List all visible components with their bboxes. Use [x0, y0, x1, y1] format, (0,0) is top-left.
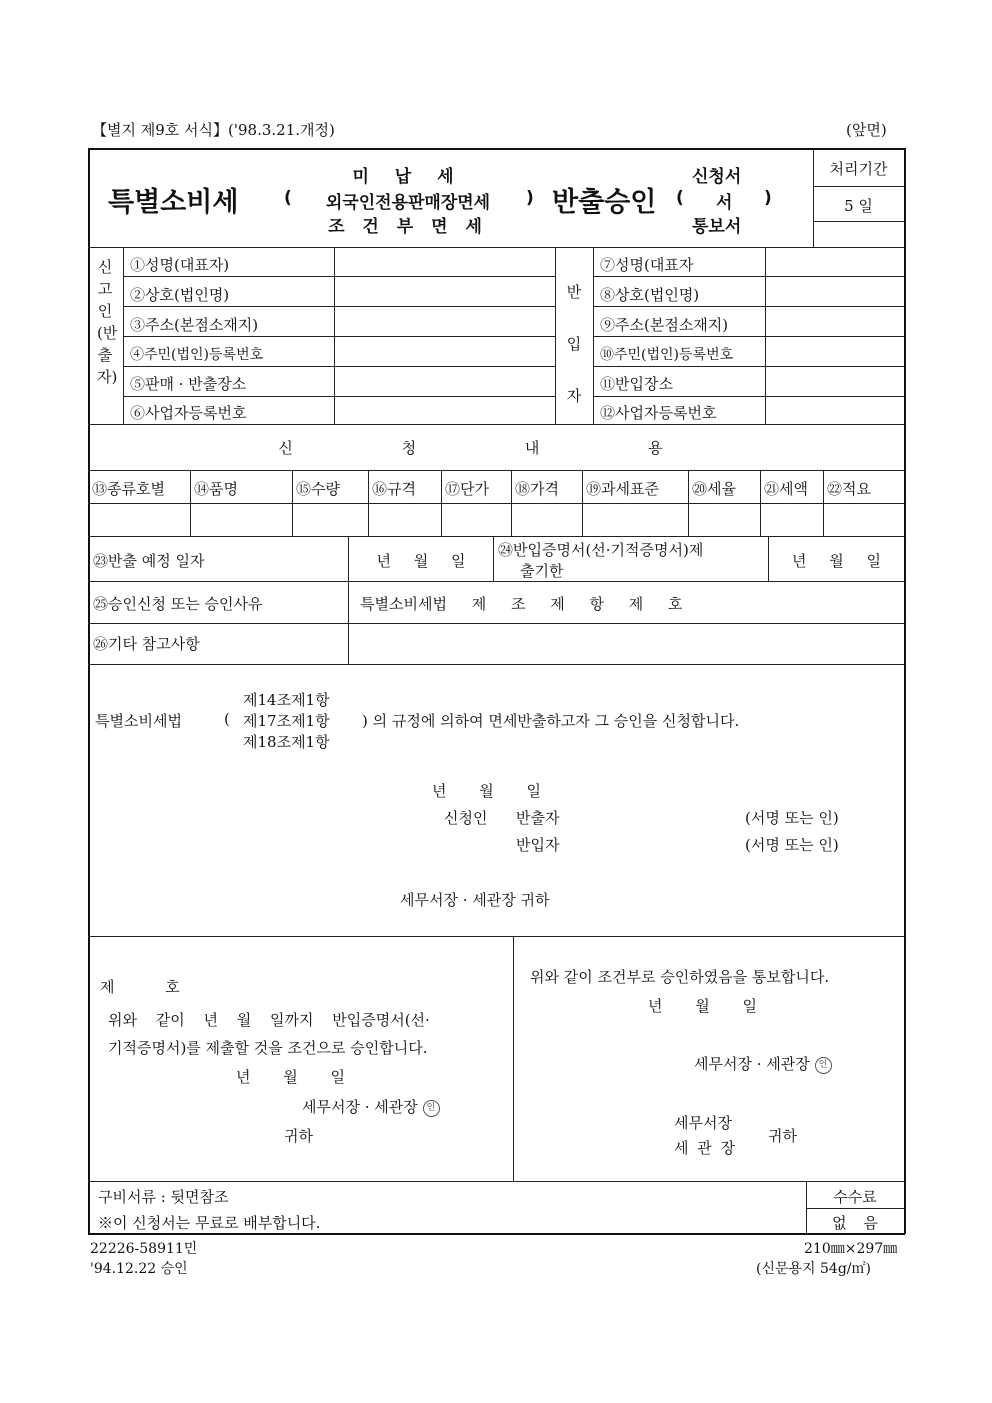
- col-item: ⑭품명: [194, 480, 238, 498]
- processing-label: 처리기간: [829, 160, 888, 178]
- title-paren2-close: ): [764, 188, 772, 208]
- cell-remarks[interactable]: [825, 505, 903, 535]
- col-unit-price: ⑰단가: [445, 480, 489, 498]
- approval-right-signer-text: 세무서장 · 세관장: [694, 1055, 810, 1073]
- form-id: 【별지 제9호 서식】('98.3.21.개정): [92, 121, 335, 139]
- other-label: ㉖기타 참고사항: [93, 635, 200, 653]
- b-row-2: [593, 306, 904, 307]
- receiver-id-label: ⑩주민(법인)등록번호: [600, 347, 734, 363]
- cert-deadline-label-2: 출기한: [520, 562, 564, 580]
- col-remarks: ㉒적요: [827, 480, 871, 498]
- paper-type: (신문용지 54g/㎡): [756, 1261, 871, 1277]
- rc-9: [823, 470, 824, 536]
- approval-left-date: 년 월 일: [236, 1068, 346, 1086]
- a-row-1: [123, 276, 555, 277]
- b-row-5: [593, 396, 904, 397]
- applicant-group-text: 신고인(반출자): [97, 258, 118, 386]
- applicant-address-label: ③주소(본점소재지): [130, 316, 259, 334]
- title-paren-open: (: [284, 188, 292, 208]
- article-18: 제18조제1항: [243, 733, 330, 751]
- declaration-paren-open: (: [224, 710, 230, 728]
- required-docs: 구비서류 : 뒷면참조: [98, 1188, 229, 1206]
- approval-left-to: 귀하: [284, 1127, 313, 1145]
- fee-line: [806, 1208, 904, 1209]
- a-col-1: [123, 247, 124, 424]
- footer-top-line: [88, 1181, 905, 1182]
- applicant-bizno-label: ⑥사업자등록번호: [130, 404, 247, 422]
- applicant-name-field[interactable]: [336, 249, 554, 275]
- request-line-3: [88, 536, 905, 537]
- applicant-company-field[interactable]: [336, 279, 554, 305]
- applicant-address-field[interactable]: [336, 309, 554, 335]
- rc-2: [292, 470, 293, 536]
- frame-top: [88, 148, 905, 150]
- proc-line-2: [813, 221, 904, 222]
- title-doc-form: 서: [716, 193, 733, 213]
- declaration-date: 년 월 일: [432, 782, 542, 800]
- applicant-id-label: ④주민(법인)등록번호: [130, 347, 264, 363]
- receiver-company-field[interactable]: [767, 279, 903, 305]
- col-tax-base: ⑲과세표준: [586, 480, 659, 498]
- rc-8: [760, 470, 761, 536]
- detail-col-1: [348, 536, 349, 665]
- approval-right-date: 년 월 일: [648, 997, 758, 1015]
- b-row-1: [593, 276, 904, 277]
- article-17: 제17조제1항: [243, 712, 330, 730]
- rc-5: [511, 470, 512, 536]
- declaration-recipient: 세무서장 · 세관장 귀하: [400, 891, 550, 909]
- receiver-bizno-field[interactable]: [767, 399, 903, 423]
- declaration-text: ) 의 규정에 의하여 면세반출하고자 그 승인을 신청합니다.: [362, 712, 740, 730]
- rc-4: [441, 470, 442, 536]
- detail-col-2: [493, 536, 494, 581]
- cell-kind[interactable]: [90, 505, 189, 535]
- reason-label: ㉕승인신청 또는 승인사유: [93, 595, 263, 613]
- col-spec: ⑯규격: [372, 480, 416, 498]
- approval-right-signer: [694, 1053, 832, 1074]
- cert-deadline-field[interactable]: 년 월 일: [791, 552, 881, 570]
- shipper-label: 반출자: [516, 809, 560, 827]
- b-col-1: [593, 247, 594, 424]
- title-paren-close: ): [526, 188, 534, 208]
- processing-value: 5 일: [844, 197, 873, 215]
- approval-left-line2: 기적증명서)를 제출할 것을 조건으로 승인합니다.: [108, 1039, 428, 1057]
- rc-1: [190, 470, 191, 536]
- title-main-2: 반출승인: [552, 187, 657, 218]
- detail-line-1: [88, 581, 905, 582]
- b-row-3: [593, 336, 904, 337]
- paper-size: 210㎜×297㎜: [804, 1241, 898, 1257]
- fee-label: 수수료: [833, 1188, 877, 1206]
- title-option-foreigner-store: 외국인전용판매장면세: [325, 193, 491, 213]
- a-row-5: [123, 396, 555, 397]
- reason-field[interactable]: 특별소비세법 제 조 제 항 제 호: [360, 595, 683, 613]
- receiver-label: 반입자: [516, 836, 560, 854]
- approval-right-to-suffix: 귀하: [768, 1127, 797, 1145]
- title-doc-notice: 통보서: [692, 217, 742, 237]
- receiver-address-field[interactable]: [767, 309, 903, 335]
- applicant-bizno-field[interactable]: [336, 399, 554, 423]
- receiver-group-label: [557, 266, 591, 422]
- approval-top-line: [88, 936, 905, 937]
- declaration-law: 특별소비세법: [95, 712, 182, 730]
- request-line-2: [88, 503, 905, 504]
- cell-spec[interactable]: [370, 505, 440, 535]
- rc-6: [582, 470, 583, 536]
- block-divider-1: [88, 424, 905, 425]
- col-tax-rate: ⑳세율: [692, 480, 736, 498]
- detail-line-3: [88, 664, 905, 665]
- request-section-title: 신 청 내 용: [278, 439, 715, 457]
- applicant-place-field[interactable]: [336, 369, 554, 395]
- applicant-id-field[interactable]: [336, 339, 554, 365]
- receiver-sign[interactable]: (서명 또는 인): [745, 836, 839, 854]
- title-option-conditional: 조 건 부 면 세: [328, 217, 488, 237]
- cell-price[interactable]: [513, 505, 581, 535]
- request-line-1: [88, 470, 905, 471]
- receiver-place-field[interactable]: [767, 369, 903, 395]
- approval-left-line1: 위와 같이 년 월 일까지 반입증명서(선·: [108, 1011, 430, 1029]
- approval-right-to-1: 세무서장: [674, 1114, 732, 1132]
- receiver-group-text: 반입자: [566, 283, 582, 405]
- applicant-company-label: ②상호(법인명): [130, 286, 230, 304]
- other-field[interactable]: [350, 626, 903, 663]
- cell-tax-base[interactable]: [584, 505, 687, 535]
- approval-left-signer: [302, 1096, 440, 1117]
- a-row-2: [123, 306, 555, 307]
- receiver-bizno-label: ⑫사업자등록번호: [600, 404, 717, 422]
- free-distribution-note: ※이 신청서는 무료로 배부합니다.: [98, 1214, 321, 1232]
- receiver-name-field[interactable]: [767, 249, 903, 275]
- col-kind: ⑬종류호별: [92, 480, 165, 498]
- a-col-3: [555, 247, 556, 424]
- ship-date-label: ㉓반출 예정 일자: [93, 552, 205, 570]
- cell-tax-rate[interactable]: [690, 505, 759, 535]
- cell-tax-amount[interactable]: [762, 505, 822, 535]
- approval-number[interactable]: 제 호: [100, 978, 180, 996]
- cell-quantity[interactable]: [294, 505, 367, 535]
- frame-bottom: [88, 1233, 905, 1235]
- detail-line-2: [88, 623, 905, 624]
- approval-left-signer-text: 세무서장 · 세관장: [302, 1098, 418, 1116]
- title-doc-application: 신청서: [692, 167, 742, 187]
- title-bottom-line: [88, 247, 905, 248]
- applicant-place-label: ⑤판매 · 반출장소: [130, 375, 247, 393]
- receiver-place-label: ⑪반입장소: [600, 375, 673, 393]
- b-row-4: [593, 366, 904, 367]
- a-row-3: [123, 336, 555, 337]
- ship-date-field[interactable]: 년 월 일: [376, 552, 466, 570]
- approval-right-to-2: 세 관 장: [674, 1139, 738, 1157]
- col-quantity: ⑮수량: [296, 480, 340, 498]
- receiver-id-field[interactable]: [767, 339, 903, 365]
- seal-icon: 인: [423, 1100, 440, 1117]
- frame-right: [904, 148, 906, 1234]
- title-paren2-open: (: [676, 188, 684, 208]
- approval-divider: [513, 936, 514, 1181]
- applicant-name-label: ①성명(대표자): [130, 256, 230, 274]
- b-col-2: [765, 247, 766, 424]
- title-option-unpaid: 미 납 세: [352, 167, 464, 187]
- receiver-name-label: ⑦성명(대표자: [600, 256, 694, 274]
- applicant-label: 신청인: [444, 809, 488, 827]
- form-code: 22226-58911민: [90, 1241, 198, 1257]
- page-side: (앞면): [846, 121, 887, 139]
- col-tax-amount: ㉑세액: [764, 480, 808, 498]
- receiver-address-label: ⑨주소(본점소재지): [600, 316, 729, 334]
- col-price: ⑱가격: [515, 480, 559, 498]
- approval-right-line1: 위와 같이 조건부로 승인하였음을 통보합니다.: [530, 968, 830, 986]
- seal-icon: 인: [815, 1057, 832, 1074]
- receiver-company-label: ⑧상호(법인명): [600, 286, 700, 304]
- cell-unit-price[interactable]: [443, 505, 510, 535]
- cert-deadline-label-1: ㉔반입증명서(선·기적증명서)제: [498, 541, 704, 559]
- rc-3: [368, 470, 369, 536]
- rc-7: [688, 470, 689, 536]
- shipper-sign[interactable]: (서명 또는 인): [745, 809, 839, 827]
- a-row-4: [123, 366, 555, 367]
- article-14: 제14조제1항: [243, 691, 330, 709]
- detail-col-3: [768, 536, 769, 581]
- title-main-1: 특별소비세: [108, 187, 239, 218]
- a-col-2: [334, 247, 335, 424]
- approval-date: '94.12.22 승인: [90, 1261, 188, 1277]
- proc-line-1: [813, 186, 904, 187]
- applicant-group-label: [90, 256, 120, 388]
- cell-item[interactable]: [192, 505, 291, 535]
- fee-value: 없 음: [832, 1214, 878, 1232]
